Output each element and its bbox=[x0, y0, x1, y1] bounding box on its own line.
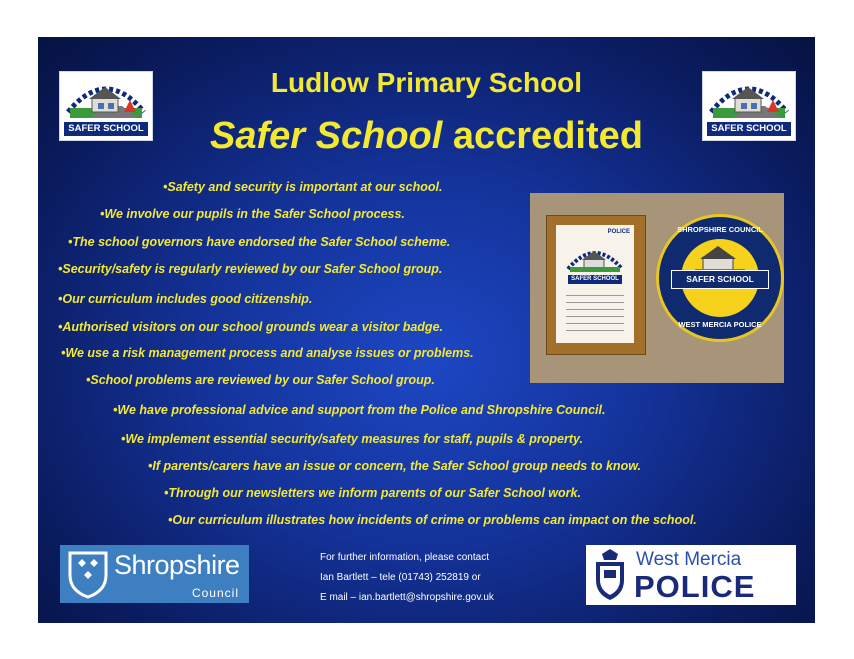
bullet-13: •Our curriculum illustrates how incidents of crime or problems can impact on the school. bbox=[168, 513, 697, 527]
contact-line-1: For further information, please contact bbox=[320, 552, 489, 563]
accreditation-title bbox=[38, 115, 815, 158]
bullet-9: •We have professional advice and support from the Police and Shropshire Council. bbox=[113, 403, 606, 417]
bullet-7: •We use a risk management process and analyse issues or problems. bbox=[61, 346, 474, 360]
certificate-logo-label: SAFER SCHOOL bbox=[568, 275, 622, 284]
bullet-10: •We implement essential security/safety measures for staff, pupils & property. bbox=[121, 432, 583, 446]
shropshire-council-logo bbox=[60, 545, 249, 603]
logo-label: SAFER SCHOOL bbox=[707, 122, 791, 136]
bullet-6: •Authorised visitors on our school grounds wear a visitor badge. bbox=[58, 320, 443, 334]
certificate bbox=[556, 225, 634, 343]
bullet-4: •Security/safety is regularly reviewed by our Safer School group. bbox=[58, 262, 443, 276]
police-line-2: POLICE bbox=[634, 569, 756, 604]
certificate-text-lines bbox=[566, 291, 624, 333]
bullet-12: •Through our newsletters we inform parents of our Safer School work. bbox=[164, 486, 581, 500]
council-sub: Council bbox=[191, 586, 239, 600]
school-name: Ludlow Primary School bbox=[270, 67, 583, 98]
police-line-1: West Mercia bbox=[636, 549, 742, 570]
council-name: Shropshire bbox=[114, 550, 240, 580]
accreditation-rest: accredited bbox=[442, 115, 643, 157]
police-crest-icon bbox=[590, 548, 630, 602]
plaque-top-text: SHROPSHIRE COUNCIL bbox=[677, 225, 763, 234]
contact-line-3: E mail – ian.bartlett@shropshire.gov.uk bbox=[320, 592, 494, 603]
bullet-3: •The school governors have endorsed the Safer School scheme. bbox=[68, 235, 451, 249]
poster bbox=[38, 37, 815, 623]
plaque-label: SAFER SCHOOL bbox=[671, 270, 769, 289]
west-mercia-police-logo bbox=[586, 545, 796, 605]
bullet-1: •Safety and security is important at our school. bbox=[163, 180, 443, 194]
safer-school-plaque bbox=[656, 214, 784, 342]
contact-line-2: Ian Bartlett – tele (01743) 252819 or bbox=[320, 572, 481, 583]
certificate-police-text: POLICE bbox=[607, 229, 630, 235]
logo-label: SAFER SCHOOL bbox=[64, 122, 148, 136]
accreditation-italic: Safer School bbox=[210, 115, 443, 157]
bullet-11: •If parents/carers have an issue or concern, the Safer School group needs to know. bbox=[148, 459, 641, 473]
certificate-frame bbox=[546, 215, 646, 355]
bullet-5: •Our curriculum includes good citizenship. bbox=[58, 292, 313, 306]
plaque-bottom-text: WEST MERCIA POLICE bbox=[678, 320, 762, 329]
bullet-8: •School problems are reviewed by our Safer School group. bbox=[86, 373, 435, 387]
bullet-2: •We involve our pupils in the Safer School process. bbox=[100, 207, 405, 221]
certificate-photo bbox=[530, 193, 784, 383]
shropshire-crest-icon bbox=[66, 549, 110, 599]
certificate-house-icon bbox=[556, 237, 634, 277]
